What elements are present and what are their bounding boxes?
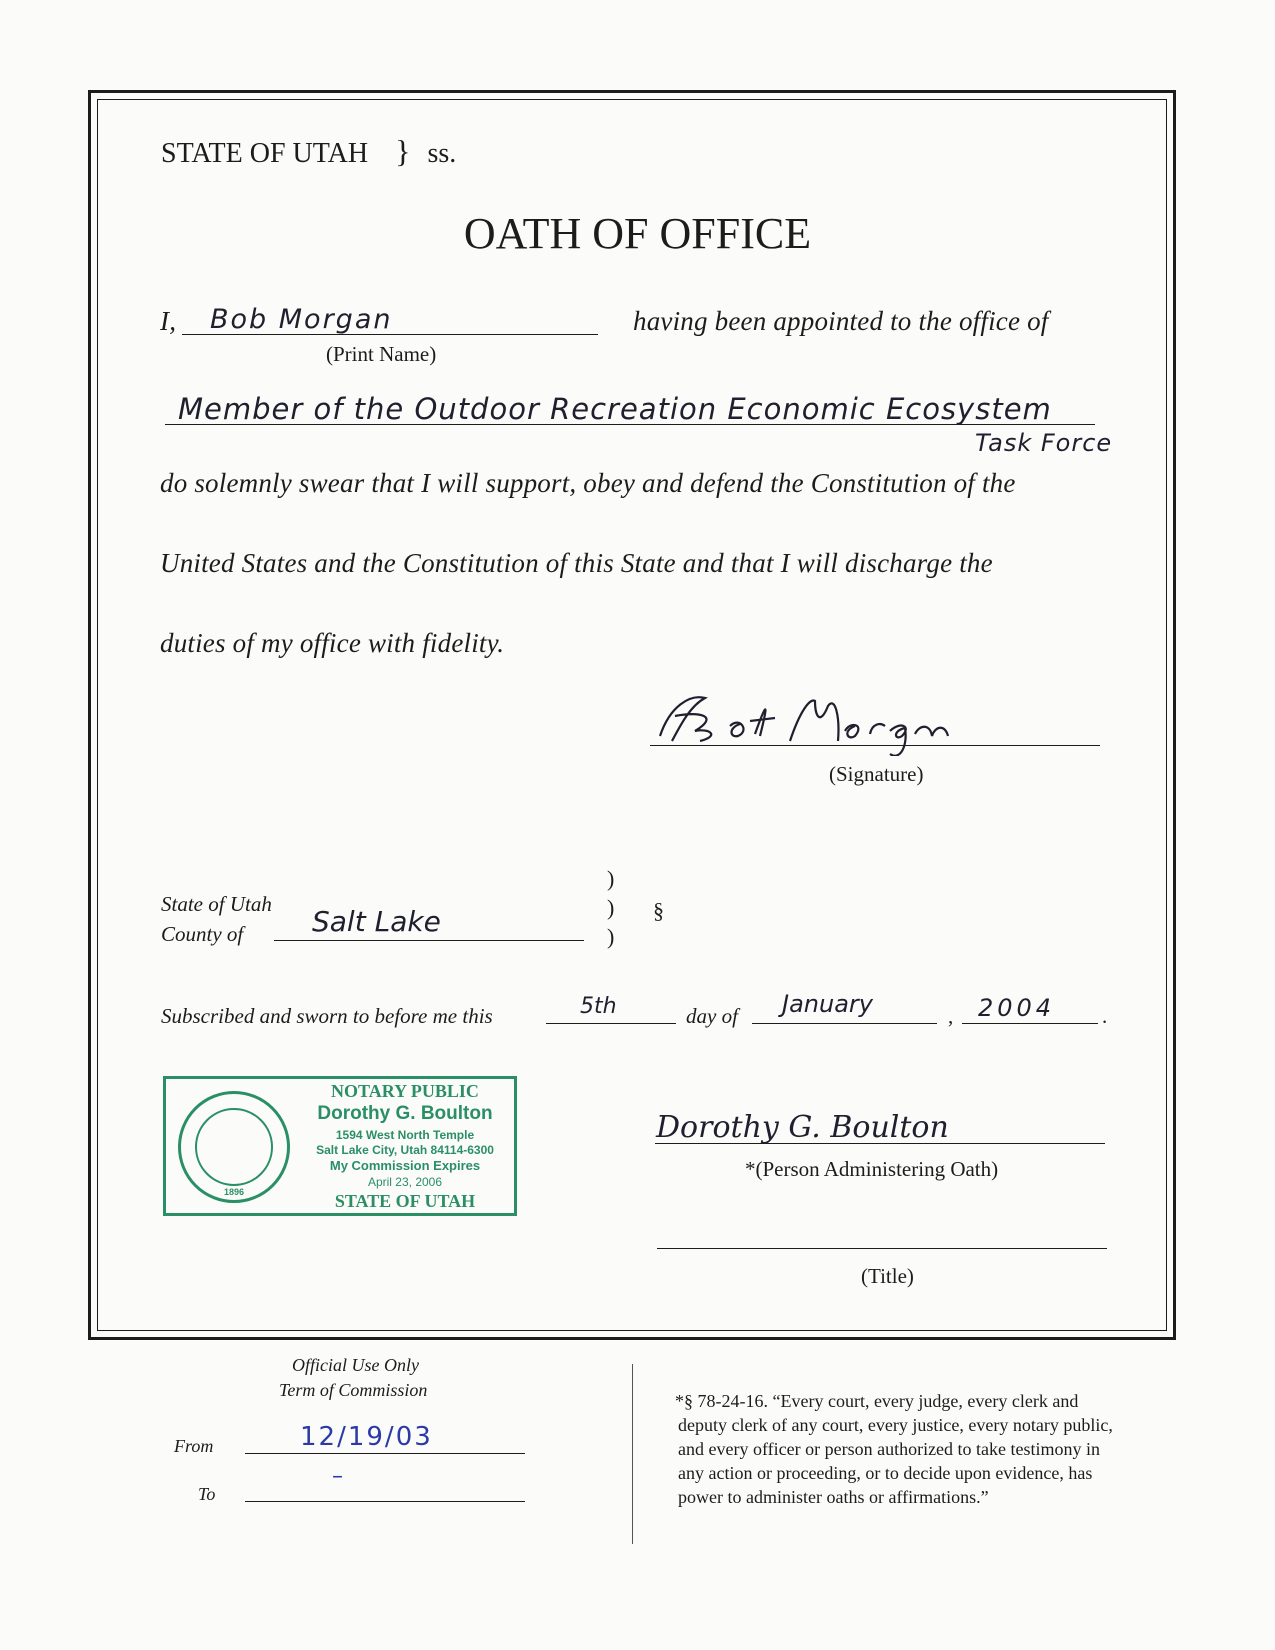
footnote-line-3: and every officer or person authorized to take testimony in — [678, 1439, 1101, 1459]
county-line — [274, 940, 584, 941]
seal-inner-ring — [195, 1108, 273, 1186]
footnote-line-5: power to administer oaths or affirmations.” — [678, 1487, 989, 1507]
from-value: 12/19/03 — [300, 1422, 433, 1452]
title-line — [657, 1248, 1107, 1249]
administering-label: *(Person Administering Oath) — [745, 1157, 999, 1181]
venue-paren-2: ) — [607, 895, 615, 920]
day-value: 5th — [580, 994, 617, 1019]
signature-label: (Signature) — [829, 762, 924, 786]
to-value: – — [332, 1464, 343, 1489]
office-value-continued: Task Force — [975, 429, 1113, 457]
venue-state-label: State of Utah — [161, 892, 272, 916]
stamp-line-3: 1594 West North Temple — [335, 1128, 475, 1142]
year-line — [962, 1023, 1098, 1024]
venue-paren-1: ) — [607, 866, 615, 891]
stamp-line-1: NOTARY PUBLIC — [331, 1081, 479, 1101]
section-symbol: § — [653, 898, 664, 923]
state-heading — [161, 133, 456, 170]
stamp-line-6: April 23, 2006 — [367, 1175, 443, 1189]
to-line — [245, 1501, 525, 1502]
stamp-line-5: My Commission Expires — [329, 1158, 481, 1173]
stamp-line-2: Dorothy G. Boulton — [317, 1103, 493, 1124]
venue-county-label: County of — [161, 922, 244, 946]
venue-paren-3: ) — [607, 924, 615, 949]
month-line — [752, 1023, 937, 1024]
i-prefix: I, — [160, 306, 177, 336]
term-heading: Term of Commission — [279, 1380, 428, 1400]
day-of-label: day of — [686, 1004, 738, 1028]
footnote-line-1: *§ 78-24-16. “Every court, every judge, every clerk and — [675, 1391, 1079, 1411]
date-period: . — [1102, 1004, 1108, 1028]
official-use-heading: Official Use Only — [292, 1355, 419, 1375]
stamp-line-4: Salt Lake City, Utah 84114-6300 — [316, 1143, 494, 1157]
seal-year: 1896 — [223, 1187, 245, 1197]
state-heading-ss: ss. — [427, 138, 457, 169]
state-heading-text: STATE OF UTAH — [161, 138, 369, 169]
date-comma: , — [948, 1004, 954, 1028]
notary-stamp — [163, 1076, 517, 1216]
from-label: From — [174, 1436, 214, 1456]
stamp-line-7: STATE OF UTAH — [334, 1191, 476, 1211]
state-seal-icon — [178, 1091, 290, 1203]
to-label: To — [198, 1484, 216, 1504]
county-value: Salt Lake — [312, 905, 441, 938]
oath-text-line-1: do solemnly swear that I will support, obey and defend the Constitution of the — [160, 468, 1016, 498]
state-heading-brace: } — [395, 133, 411, 169]
title-label: (Title) — [861, 1264, 914, 1288]
footnote-line-4: any action or proceeding, or to decide upon evidence, has — [678, 1463, 1093, 1483]
year-value: 2004 — [978, 994, 1056, 1022]
signature-line — [650, 745, 1100, 746]
office-value: Member of the Outdoor Recreation Economic Ecosystem — [178, 392, 1052, 426]
bottom-divider — [632, 1364, 633, 1544]
footnote-line-2: deputy clerk of any court, every justice, every notary public, — [678, 1415, 1113, 1435]
from-line — [245, 1453, 525, 1454]
month-value: January — [782, 990, 873, 1018]
oath-text-line-3: duties of my office with fidelity. — [160, 628, 505, 658]
administering-signature: Dorothy G. Boulton — [656, 1110, 949, 1145]
oath-text-line-2: United States and the Constitution of this State and that I will discharge the — [160, 548, 993, 578]
print-name-value: Bob Morgan — [210, 304, 393, 335]
page-title: OATH OF OFFICE — [463, 209, 812, 258]
day-line — [546, 1023, 676, 1024]
appointed-text: having been appointed to the office of — [633, 306, 1049, 336]
administering-line — [655, 1143, 1105, 1144]
print-name-label: (Print Name) — [326, 342, 437, 366]
subscribed-prefix: Subscribed and sworn to before me this — [161, 1004, 493, 1028]
